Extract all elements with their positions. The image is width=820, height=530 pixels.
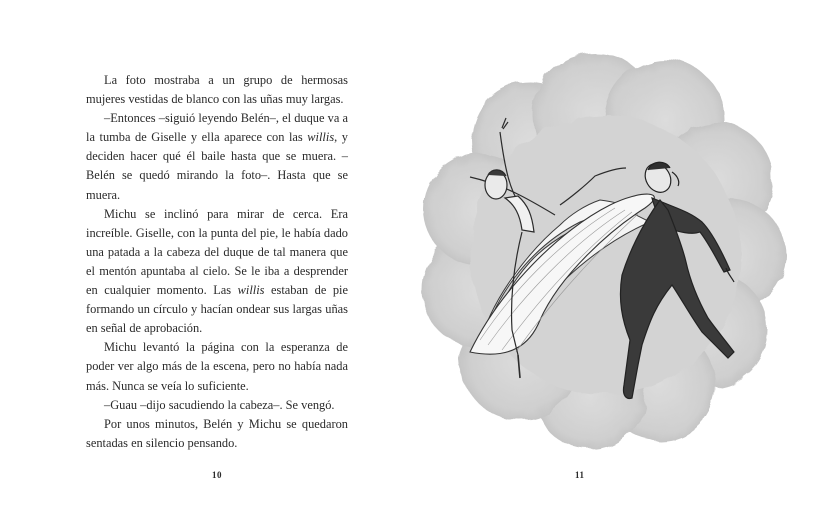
paragraph-2-part-a: –Entonces –siguió leyendo Belén–, el duque va a la tumba de Giselle y ella aparece con las (86, 111, 348, 145)
page-number-left: 10 (212, 470, 222, 480)
paragraph-3-part-a: Michu se inclinó para mirar de cerca. Era increíble. Giselle, con la punta del pie, le había dado una patada a la cabeza del duque de tal manera que el mentón apuntaba al cielo. Se le iba a desprender en cualquier momento. Las (86, 206, 348, 298)
paragraph-2 (86, 109, 348, 204)
page-number-right: 11 (575, 470, 585, 480)
paragraph-4: Michu levantó la página con la esperanza de poder ver algo más de la escena, pero no había nada más. Nunca se veía lo suficiente. (86, 340, 348, 393)
paragraph-3 (86, 205, 348, 339)
paragraph-3-part-b: estaban de pie formando un círculo y hacían ondear sus largas uñas en señal de aprobación. (86, 283, 348, 336)
body-text (86, 71, 348, 453)
paragraph-2-italic-willis: willis (307, 130, 335, 145)
paragraph-2-part-b: , y deciden hacer qué él baile hasta que se muera. –Belén se quedó mirando la foto–. Hasta que se muera. (86, 130, 348, 202)
right-page (410, 0, 820, 530)
paragraph-1: La foto mostraba a un grupo de hermosas mujeres vestidas de blanco con las uñas muy largas. (86, 73, 348, 107)
paragraph-5: –Guau –dijo sacudiendo la cabeza–. Se vengó. (104, 397, 335, 412)
paragraph-6: Por unos minutos, Belén y Michu se quedaron sentadas en silencio pensando. (86, 416, 348, 450)
cloud-background (422, 53, 786, 450)
paragraph-3-italic-willis: willis (237, 283, 265, 298)
ballet-illustration (410, 0, 820, 530)
